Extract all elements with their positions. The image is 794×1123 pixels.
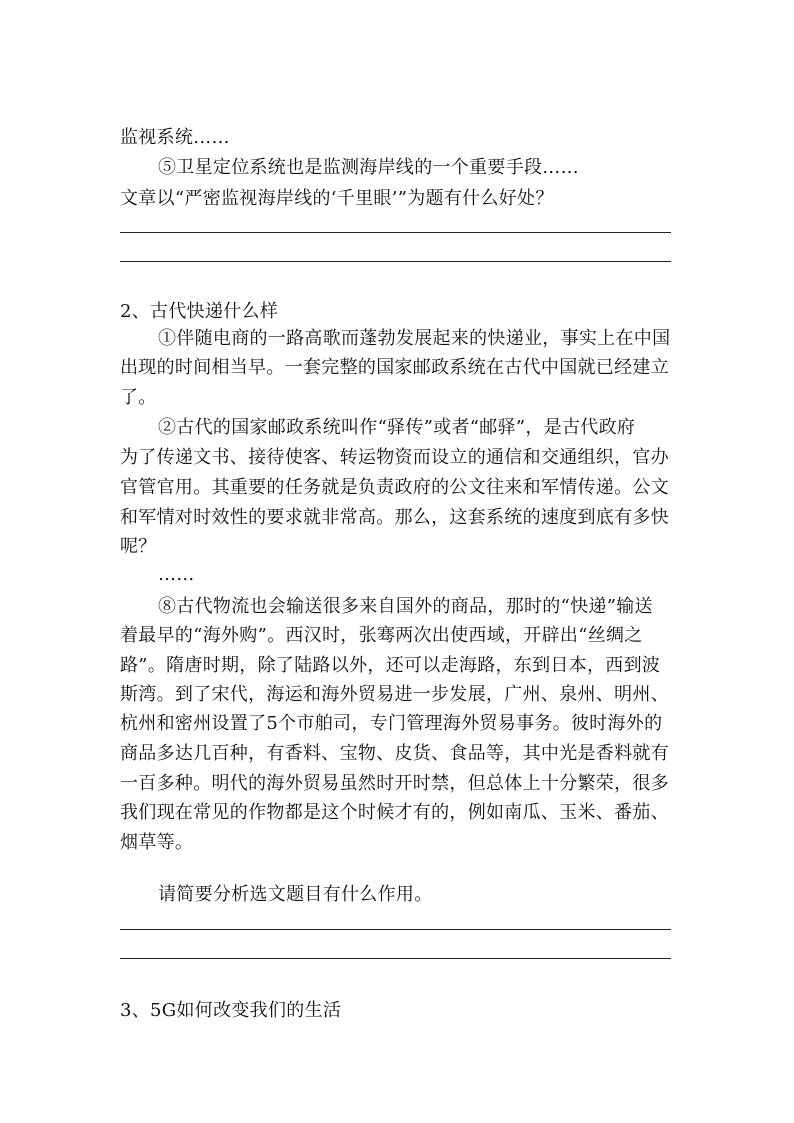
- text-line: ⑤卫星定位系统也是监测海岸线的一个重要手段……: [158, 157, 579, 178]
- text-line: 和军情对时效性的要求就非常高。那么，这套系统的速度到底有多快: [120, 507, 669, 528]
- section-heading-3: 3、5G如何改变我们的生活: [120, 1000, 342, 1021]
- section-heading-2: 2、古代快递什么样: [120, 301, 279, 322]
- text-line: 我们现在常见的作物都是这个时候才有的，例如南瓜、玉米、番茄、: [120, 802, 669, 823]
- text-line: 商品多达几百种，有香料、宝物、皮货、食品等，其中光是香料就有: [120, 743, 669, 764]
- text-line: 烟草等。: [120, 832, 194, 853]
- text-line: 出现的时间相当早。一套完整的国家邮政系统在古代中国就已经建立: [120, 357, 669, 378]
- ellipsis: ……: [158, 564, 195, 585]
- text-line: ②古代的国家邮政系统叫作“驿传”或者“邮驿”，是古代政府: [158, 417, 636, 438]
- text-line: ⑧古代物流也会输送很多来自国外的商品，那时的“快递”输送: [158, 596, 653, 617]
- text-line: 斯湾。到了宋代，海运和海外贸易进一步发展，广州、泉州、明州、: [120, 684, 669, 705]
- text-line: 监视系统……: [120, 127, 230, 148]
- question-2: 请简要分析选文题目有什么作用。: [158, 884, 433, 905]
- text-line: 官管官用。其重要的任务就是负责政府的公文往来和军情传递。公文: [120, 477, 669, 498]
- answer-line[interactable]: [120, 232, 671, 233]
- text-line: 一百多种。明代的海外贸易虽然时开时禁，但总体上十分繁荣，很多: [120, 773, 669, 794]
- question-1: 文章以“严密监视海岸线的‘千里眼’”为题有什么好处？: [120, 188, 554, 209]
- text-line: 路”。隋唐时期，除了陆路以外，还可以走海路，东到日本，西到波: [120, 655, 661, 676]
- text-line: 了。: [120, 387, 157, 408]
- text-line: 呢？: [120, 536, 157, 557]
- answer-line[interactable]: [120, 261, 671, 262]
- answer-line[interactable]: [120, 929, 671, 930]
- answer-line[interactable]: [120, 958, 671, 959]
- text-line: 着最早的“海外购”。西汉时，张骞两次出使西域，开辟出“丝绸之: [120, 625, 643, 646]
- text-line: ①伴随电商的一路高歌而蓬勃发展起来的快递业，事实上在中国: [158, 328, 671, 349]
- text-line: 杭州和密州设置了5个市舶司，专门管理海外贸易事务。彼时海外的: [120, 713, 663, 734]
- text-line: 为了传递文书、接待使客、转运物资而设立的通信和交通组织，官办: [120, 447, 669, 468]
